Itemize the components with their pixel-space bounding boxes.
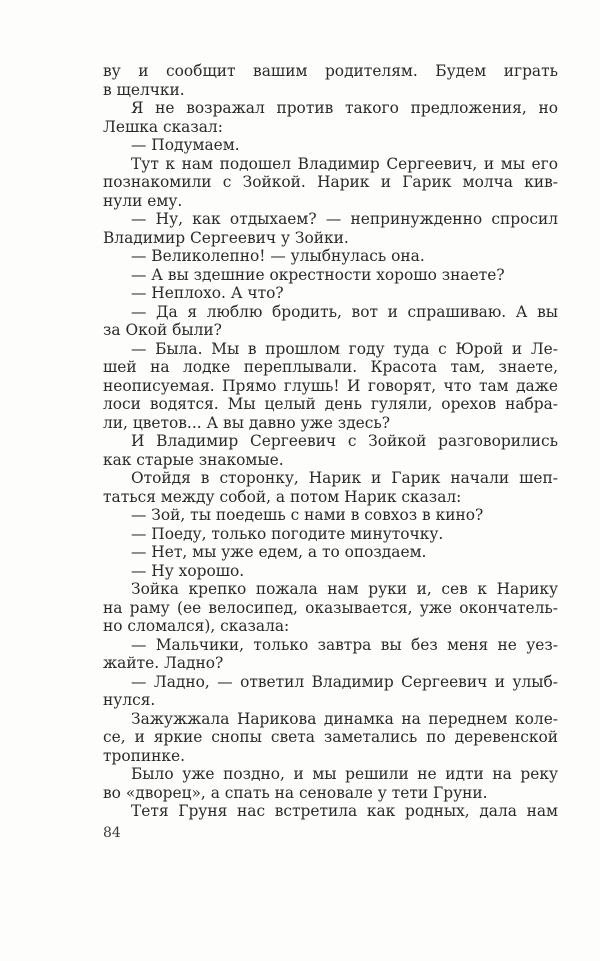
text-line: Было уже поздно, и мы решили не идти на реку <box>131 765 558 783</box>
text-line: — А вы здешние окрестности хорошо знаете? <box>131 265 505 284</box>
text-line: но сломался), сказала: <box>103 617 290 635</box>
text-line: ли, цветов... А вы давно уже здесь? <box>103 413 391 432</box>
text-line: — Да я люблю бродить, вот и спрашиваю. А вы <box>131 302 558 321</box>
text-line: — Была. Мы в прошлом году туда с Юрой и Ле- <box>131 339 558 358</box>
text-line: — Поеду, только погодите минуточку. <box>131 524 444 543</box>
text-line: тропинке. <box>103 746 186 765</box>
text-line: ву и сообщит вашим родителям. Будем играть <box>103 62 558 80</box>
text-line: — Неплохо. А что? <box>131 284 284 302</box>
text-line: Я не возражал против такого предложения, но <box>131 99 558 117</box>
text-line: — Ну, как отдыхаем? — непринужденно спросил <box>131 210 558 228</box>
text-line: на раму (ее велосипед, оказывается, уже окончатель- <box>103 598 558 617</box>
text-line: нули ему. <box>103 191 183 210</box>
text-line: познакомили с Зойкой. Нарик и Гарик молча кив- <box>103 173 558 191</box>
text-line: — Ладно, — ответил Владимир Сергеевич и улыб- <box>131 672 558 691</box>
text-line: лоси водятся. Мы целый день гуляли, орехов набра- <box>103 395 558 413</box>
text-line: неописуемая. Прямо глушь! И говорят, что там даже <box>103 376 558 395</box>
text-line: Зойка крепко пожала нам руки и, сев к Нарику <box>131 580 558 598</box>
text-line: Отойдя в сторонку, Нарик и Гарик начали шеп- <box>131 469 558 487</box>
text-line: — Великолепно! — улыбнулась она. <box>131 247 425 265</box>
body-text <box>103 62 558 821</box>
text-line: во «дворец», а спать на сеновале у тети Груни. <box>103 783 488 802</box>
text-line: таться между собой, а потом Нарик сказал: <box>103 487 462 506</box>
text-line: Зажужжала Нарикова динамка на переднем коле- <box>131 709 558 728</box>
text-line: жайте. Ладно? <box>103 654 224 672</box>
text-line: в щелчки. <box>103 80 185 99</box>
text-line: за Окой были? <box>103 321 222 339</box>
text-line: как старые знакомые. <box>103 450 284 469</box>
page-number: 84 <box>103 825 121 841</box>
text-line: — Нет, мы уже едем, а то опоздаем. <box>131 543 427 561</box>
text-line: шей на лодке переплывали. Красота там, знаете, <box>103 358 558 376</box>
text-line: — Зой, ты поедешь с нами в совхоз в кино? <box>131 506 484 524</box>
text-line: И Владимир Сергеевич с Зойкой разговорились <box>131 432 558 450</box>
text-line: Лешка сказал: <box>103 117 223 136</box>
text-line: — Ну хорошо. <box>131 561 245 580</box>
text-line: Тут к нам подошел Владимир Сергеевич, и мы его <box>131 154 558 173</box>
text-line: — Подумаем. <box>131 136 240 154</box>
text-line: се, и яркие снопы света заметались по деревенской <box>103 728 558 746</box>
text-line: — Мальчики, только завтра вы без меня не уез- <box>131 635 558 654</box>
text-line: нулся. <box>103 691 156 709</box>
text-line: Тетя Груня нас встретила как родных, дала нам <box>131 802 558 820</box>
text-line: Владимир Сергеевич у Зойки. <box>103 228 349 247</box>
